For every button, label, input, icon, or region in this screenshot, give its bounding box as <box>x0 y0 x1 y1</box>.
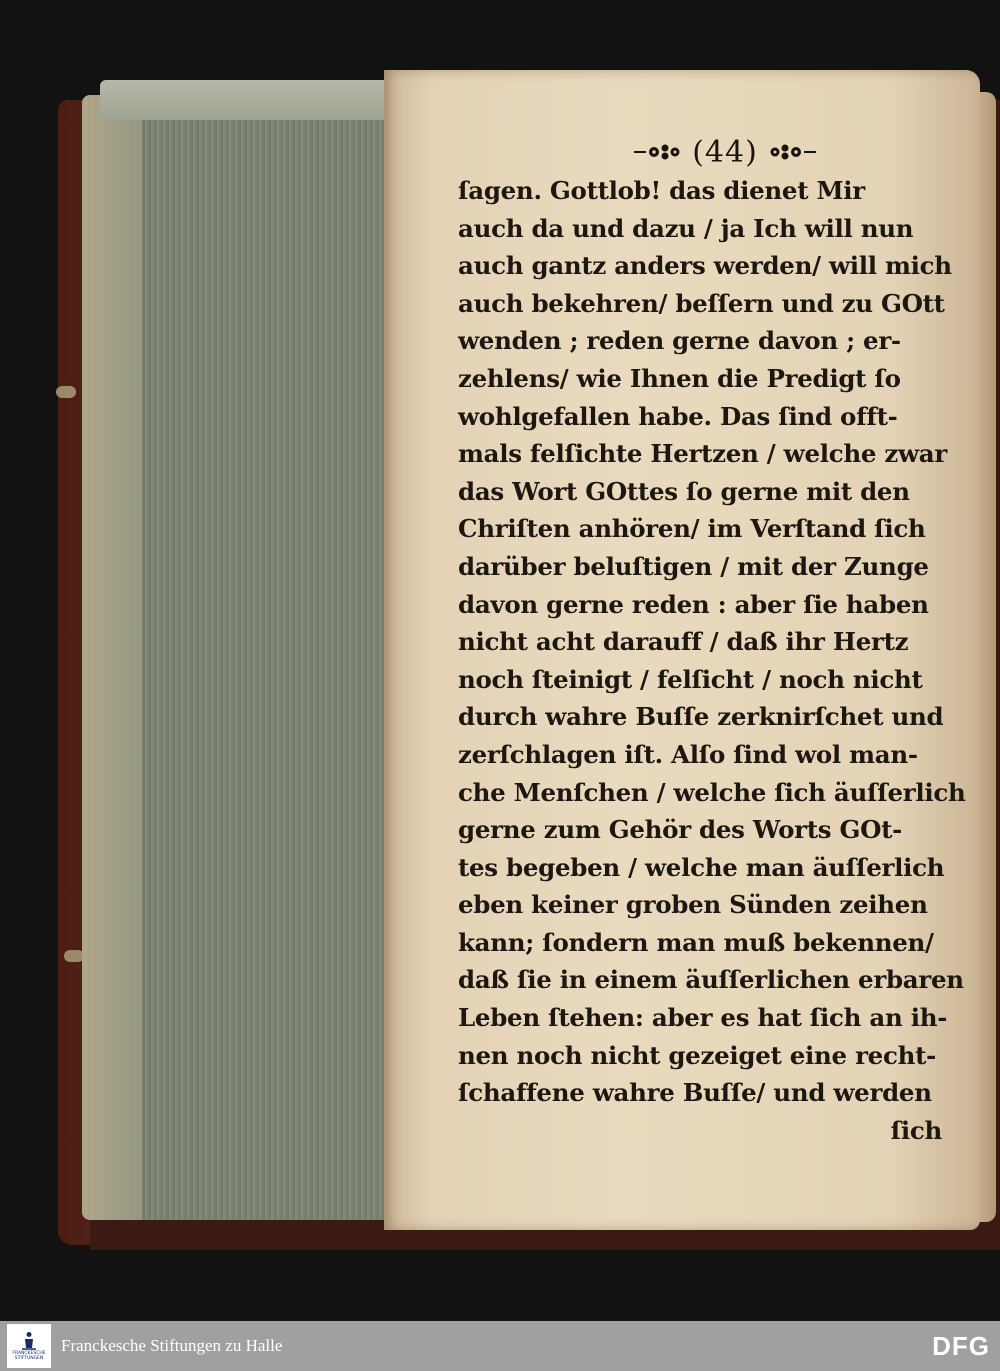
text-line: nicht acht darauff / daß ihr Hertz <box>458 627 909 657</box>
text-line: auch gantz anders werden/ will mich <box>458 251 952 281</box>
logo-text-top: FRANCKESCHE <box>12 1351 46 1356</box>
text-line: nen noch nicht gezeiget eine recht- <box>458 1040 936 1070</box>
text-line: ſchaffene wahre Buſſe/ und werden <box>458 1078 932 1108</box>
text-line: auch bekehren/ beſſern und zu GOtt <box>458 288 945 318</box>
text-line: darüber beluſtigen / mit der Zunge <box>458 551 929 581</box>
page-text <box>458 172 966 1149</box>
logo-text-bottom: STIFTUNGEN <box>14 1356 44 1361</box>
text-line: wenden ; reden gerne davon ; er- <box>458 326 901 356</box>
text-line: che Menſchen / welche ſich äuſſerlich <box>458 777 966 807</box>
page-block-edge <box>82 95 142 1220</box>
clasp-pin-top <box>56 386 76 398</box>
text-line: zerſchlagen iſt. Alſo ſind wol man- <box>458 739 918 769</box>
text-line: Chriſten anhören/ im Verſtand ſich <box>458 514 926 544</box>
text-line: kann; ſondern man muß bekennen/ <box>458 927 934 957</box>
text-line: eben keiner groben Sünden zeihen <box>458 890 928 920</box>
clasp-pin-bottom <box>64 950 84 962</box>
text-line: auch da und dazu / ja Ich will nun <box>458 213 914 243</box>
page-header <box>620 132 830 172</box>
institution-name[interactable]: Franckesche Stiftungen zu Halle <box>61 1336 283 1355</box>
text-line: wohlgefallen habe. Das ſind offt- <box>458 401 898 431</box>
text-line: mals felſichte Hertzen / welche zwar <box>458 439 947 469</box>
text-line: davon gerne reden : aber ſie haben <box>458 589 929 619</box>
text-line: durch wahre Buſſe zerknirſchet und <box>458 702 944 732</box>
text-line: das Wort GOttes ſo gerne mit den <box>458 476 910 506</box>
ornament-right-icon <box>766 142 818 162</box>
text-line: noch ſteinigt / felſicht / noch nicht <box>458 664 923 694</box>
ornament-left-icon <box>632 142 684 162</box>
text-line: ſagen. Gottlob! das dienet Mir <box>458 176 865 205</box>
stiftungen-emblem-icon <box>20 1331 38 1351</box>
institution-logo[interactable] <box>7 1324 51 1368</box>
dfg-logo[interactable]: DFG <box>932 1330 990 1361</box>
text-line: gerne zum Gehör des Worts GOt- <box>458 815 903 845</box>
page-number: (44) <box>692 134 758 170</box>
text-line: tes begeben / welche man äuſſerlich <box>458 852 945 882</box>
text-line: Leben ſtehen: aber es hat ſich an ih- <box>458 1003 948 1033</box>
text-line: daß ſie in einem äuſſerlichen erbaren <box>458 965 964 995</box>
viewer-footer <box>0 1321 1000 1371</box>
text-line: zehlens/ wie Ihnen die Predigt ſo <box>458 363 901 393</box>
page-block-top <box>100 80 392 120</box>
catchword: ſich <box>890 1115 942 1145</box>
